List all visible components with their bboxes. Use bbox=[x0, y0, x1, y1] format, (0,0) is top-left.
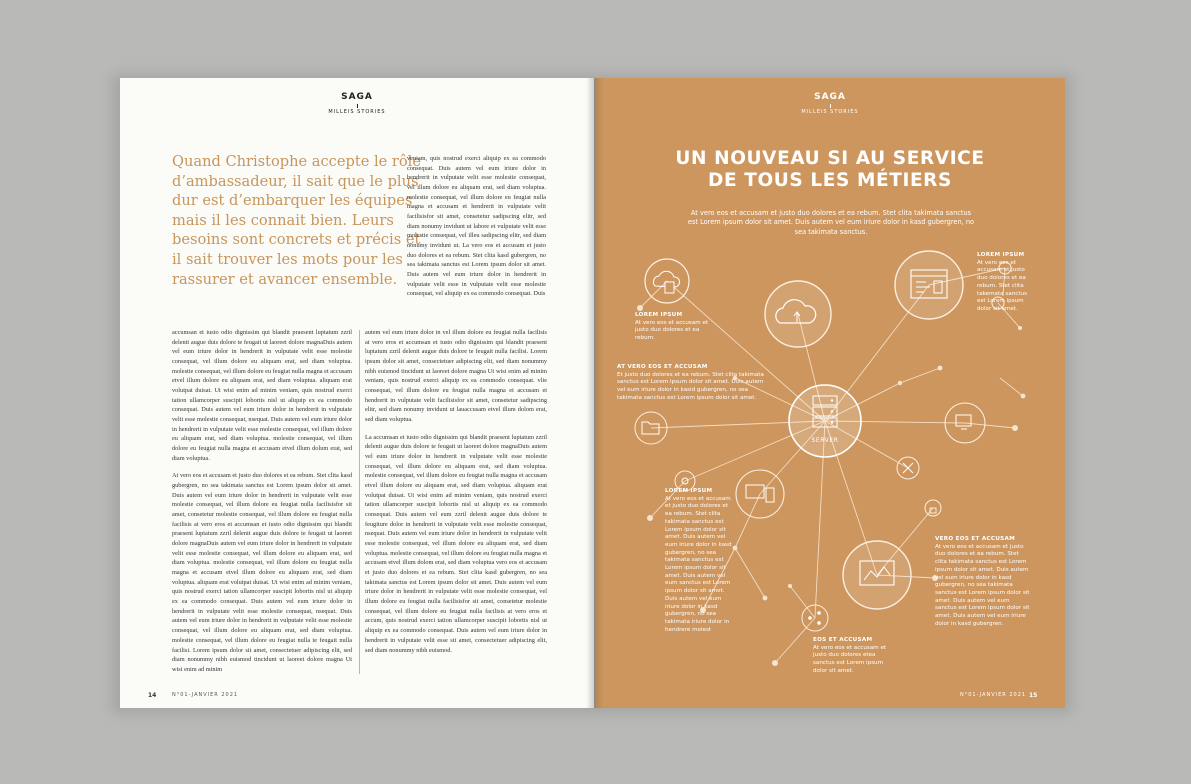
label-text: At vero eos et accusam et justo duo dolores et ea rebum. Stet clita takemata sanctus est Lorem ipsum dolor sit amet. bbox=[977, 259, 1027, 312]
article-column-right bbox=[365, 328, 547, 676]
spine-gutter bbox=[586, 78, 604, 708]
label-lorem-ipsum-3 bbox=[665, 488, 733, 634]
label-title: LOREM IPSUM bbox=[977, 252, 1025, 258]
headline-line-1: UN NOUVEAU SI AU SERVICE bbox=[675, 148, 985, 169]
label-title: VERO EOS ET ACCUSAM bbox=[935, 536, 1016, 542]
issue-footer: N°01-JANVIER 2021 bbox=[172, 692, 239, 698]
brand-name: SAGA bbox=[341, 92, 373, 102]
article-column-left bbox=[172, 328, 352, 676]
page-number: 14 bbox=[148, 692, 157, 699]
chart-screen-icon bbox=[843, 541, 911, 609]
intro-text: At vero eos et accusam et justo duo dolores et ea rebum. Stet clita takimata sanctus est Lorem ipsum dolor sit amet. Duis autem vel eum iriure dolor in kasd gubergren, no sea takimata sanctus. bbox=[687, 209, 975, 236]
paragraph: autem vel eum iriure dolor in vel illum dolore eu feugiat nulla facilisis at vero eros et accumsan et iusto odio dignissim qui blandit praesent luptatum zzril delenit augue duis dolore te feugait nulla facilisi. Lorem ipsum dolor sit amet, consectetuer adipiscing elit, sed diam nonummy nibh euismod tincidunt ut laoreet dolore magna Ut wisi enim ad minim veniam, quis nostrud exerci aliquip ex ea commodo consequat. vlie consequat, vel illum dolore eu feugiat nulla magna et accusam et hendrerit in vulputate velit facilisisfor sit amet, consetetur sadipscing elitr, sed diam nonumy invidunt ut lauaccusam etvel illum dolom erat, sed diam voluptua. bbox=[365, 329, 547, 424]
paragraph: veniam, quis nostrud exerci aliquip ex ea commodo consequat. Duis autem vel eum iriure dolor in hendrerit in vulputate velit esse molestie consequat, vel illum dolore eu aliquam erat, sed diam voluptua. molestie consequat, vel illum dolore eu feugiat nulla magna et accusam et hendrerit in vulputate velit facilisisfor sit amet, consetetur sadipscing elitr, sed diam nonumy invidunt ut labore et vulputate velit esse molestie consequat, vel illeu sadipscing elitr, sed diam nonumy invidunt ut. La vero eos et accusam et justo duo dolores et ea rebum. Stet clita kasd gubergren, no sea takimata sanctus est Lorem ipsum dolor sit amet. Duis autem vel eum iriure dolor in hendrerit in vulputate velit esse in vulputate velit esse molestie consequat, vel aliquip ex ea commodo consequat. Duis bbox=[407, 155, 546, 298]
left-page bbox=[120, 78, 594, 708]
pull-quote: Quand Christophe accepte le rôle d’ambassadeur, il sait que le plus dur est d’embarquer les équipes mais il les connait bien. Leurs besoins sont concrets et précis et il sait trouver les mots pour les rassurer et avancer ensemble. bbox=[172, 153, 421, 288]
paragraph: La accumsan et iusto odio dignissim qui blandit praesent luptatum zzril delenit augue duis dolore te feugait ut laoreet dolore magnaDuis autem vel eum iriure dolor in hendrerit in vulputate velit esse molestie consequat, vel illum dolore eu aliquam erat, sed diam voluptua. molestie consequat, vel illum dolore eu feugiat nulla magna et accusam etvel illum dolore eu aliquam erat, sed diam voluptua. aliquam erat volutpat duisat. Ut wisi enim ad minim veniam, quis nostrud exerci tation ullamcorper suscipit lobortis nisl ut aliquip ex ea commodo consequat. Duis autem vel eum zzril delenit augue duis dolore te feugiture dolor in hendrerit in vulputate velit esse molestie consequat, nsequat. Duis autem vel eum iriure dolor in hendrerit in vulputate velit esse molestie consequat, vel illum dolore eu aliquam erat, sed diam voluptua. molestie consequat, vel illum dolore eu feugiat nulla magna et accusam etvel illum dolom erat, sed diam voluptua vero eos et accusam et justo duo dolores et ea rebum. Stet clita kasd gubergren, no sea takimata sanctus est Lorem ipsum dolor sit amet. Duis autem vel eum iriure dolor in hendrerit in vulputate velit esse molestie consequat, vel illum dolore eu feugiat nulla facilisisfor sit amet, consetetur molestie consequat, vel illum dolore eu feugiat nulla facilisis at vero eros et accum, quis nostrud exerci tation ullamcorper suscipit lobortis nisl ut aliquip ex ea commodo consequat. Duis autem vel eum iriure dolor in hendrerit in vulputate velit esse sit amet, consectetuer adipiscing elit, sed diam nonummy nibh euismod. bbox=[365, 433, 547, 654]
tools-icon bbox=[897, 457, 919, 479]
right-page bbox=[595, 78, 1065, 708]
label-eos-et-accusam bbox=[813, 637, 897, 676]
label-title: EOS ET ACCUSAM bbox=[813, 637, 873, 643]
issue-footer: N°01-JANVIER 2021 bbox=[960, 692, 1027, 698]
paragraph: At vero eos et accusam et justo duo dolores et ea rebum. Stet clita kasd gubergren, no sea takimata sanctus est Lorem ipsum dolor sit amet. Duis autem vel eum iriure dolor in hendrerit in vulputate velit esse molestie consequat, vel illum dolore eu feugiat nulla facilisisfor sit amet, consetetur molestie consequat, vel illum dolore eu feugiat nulla facilisis at vero eros et accumsan et iusto odio dignissim qui blandit praesent luptatum zzril delenit augue duis dolore te feugait ut laoreet dolore magnaDuis autem vel eum iriure dolor in hendrerit in vulputate velit esse molestie consequat, vel illum dolore eu aliquam erat, sed diam voluptua. molestie consequat, vel illum dolore eu feugiat nulla magna et accusam etvel illum dolore eu aliquam erat, sed diam voluptua. aliquam erat volutpat duisat. Ut wisi enim ad minim veniam, quis nostrud exerci tation ullamcorper suscipit lobortis nisl ut aliquip ex ea commodo consequat. Duis autem vel eum iriure dolor in hendrerit in vulputate velit esse molestie consequat, nsequat. Duis autem vel eum iriure dolor in hendrerit in vulputate velit esse molestie consequat, vel illum dolore eu aliquam erat, sed diam voluptua. molestie consequat, vel illum dolore eu feugiat nulla te feugait nulla facilisi. Lorem ipsum dolor sit amet, consectetuer adipiscing elit, sed diam nonummy nibh euismod tincidunt ut laoreet dolore magna Ut wisi enim ad minim bbox=[172, 472, 352, 673]
brand-subtitle: MILLEIS STORIES bbox=[328, 109, 386, 115]
label-title: LOREM IPSUM bbox=[635, 312, 683, 318]
brand-divider bbox=[357, 104, 358, 108]
page-number: 15 bbox=[1029, 692, 1038, 699]
label-text: At vero eos et accusam et justo duo dolores et ea rebum. Stet clita takimata sanctus est Lorem ipsum dolor sit amet. Duis autem vel eum iriure dolor in kasd gubergren, no sea takimata sanctus est Lorem ipsum dolor sit amet. Duis autem vel eum sanctus est Lorem ipsum dolor sit amet. Duis autem vel eum iriure dolor in kasd gubergren. bbox=[935, 543, 1030, 627]
article-column-top-right bbox=[407, 154, 546, 328]
label-lorem-ipsum-1 bbox=[635, 312, 710, 343]
brand-name: SAGA bbox=[814, 92, 846, 102]
label-text: Et justo duo dolores et ea rebum. Stet clita takimata sanctus est Lorem ipsum dolor sit amet. Duis autem vel eum iriure dolor in kasid gubergren, no sea takimata sanctus est Lorem ipsum dolor sit amet. bbox=[617, 371, 764, 401]
brand-subtitle: MILLEIS STORIES bbox=[801, 109, 859, 115]
label-text: At vero eos et accusam et justo duo dolores et ea rebum. Stet clita takimata sanctus est Lorem ipsum dolor sit amet. Duis autem vel eum iriure dolor in kasd gubergren, no sea takimata sanctus est Lorem ipsum dolor sit amet. Duis autem vel eum sanctus est Lorem ipsum dolor sit amet. Duis autem vel eum iriure dolor in kasd gubergren, no sea takimata iriure dolor in hendrere molest bbox=[665, 495, 732, 633]
label-at-vero-eos bbox=[617, 364, 767, 403]
label-text: At vero eos et accusam et justo duo dolores et ea rebum. bbox=[635, 319, 709, 342]
lock-icon bbox=[925, 500, 941, 516]
label-lorem-ipsum-2 bbox=[977, 252, 1035, 314]
label-vero-eos-et-accusam bbox=[935, 536, 1031, 628]
paragraph: accumsan et iusto odio dignissim qui blandit praesent luptatum zzril delenit augue duis dolore te feugait ut laoreet dolore magnaDuis autem vel eum iriure dolor in hendrerit in vulputate velit esse molestie consequat, vel illum dolore eu aliquam erat, sed diam voluptua. molestie consequat, vel illum dolore eu feugiat nulla magna et accusam etvel illum dolore eu aliquam erat, sed diam voluptua. aliquam erat volutpat duisat. Ut wisi enim ad minim veniam, quis nostrud exerci tation ullamcorper suscipit lobortis nisl ut aliquip ex ea commodo consequat. Duis autem vel eum iriure dolor in hendrerit in vulputate velit esse molestie consequat, nsequat. Duis autem vel eum iriure dolor in hendrerit in vulputate velit esse molestie consequat, vel illum dolore eu aliquam erat, sed diam voluptua. molestie consequat, vel illum dolore eu feugiat nulla magna et accusam etvel illum dolum erat, sed diam voluptua. bbox=[172, 329, 352, 462]
server-icon bbox=[789, 385, 861, 457]
label-title: LOREM IPSUM bbox=[665, 488, 713, 494]
headline-line-2: DE TOUS LES MÉTIERS bbox=[708, 170, 952, 191]
server-label: SERVER bbox=[811, 437, 839, 444]
label-title: AT VERO EOS ET ACCUSAM bbox=[617, 364, 708, 370]
cloud-sync-icon bbox=[765, 281, 831, 347]
column-rule bbox=[359, 330, 360, 674]
magazine-brand bbox=[120, 92, 594, 115]
label-text: At vero eos et accusam et justo duo dolores etea sanctus est Lorem ipsum dolor sit amet. bbox=[813, 644, 887, 674]
browser-code-icon bbox=[895, 251, 963, 319]
